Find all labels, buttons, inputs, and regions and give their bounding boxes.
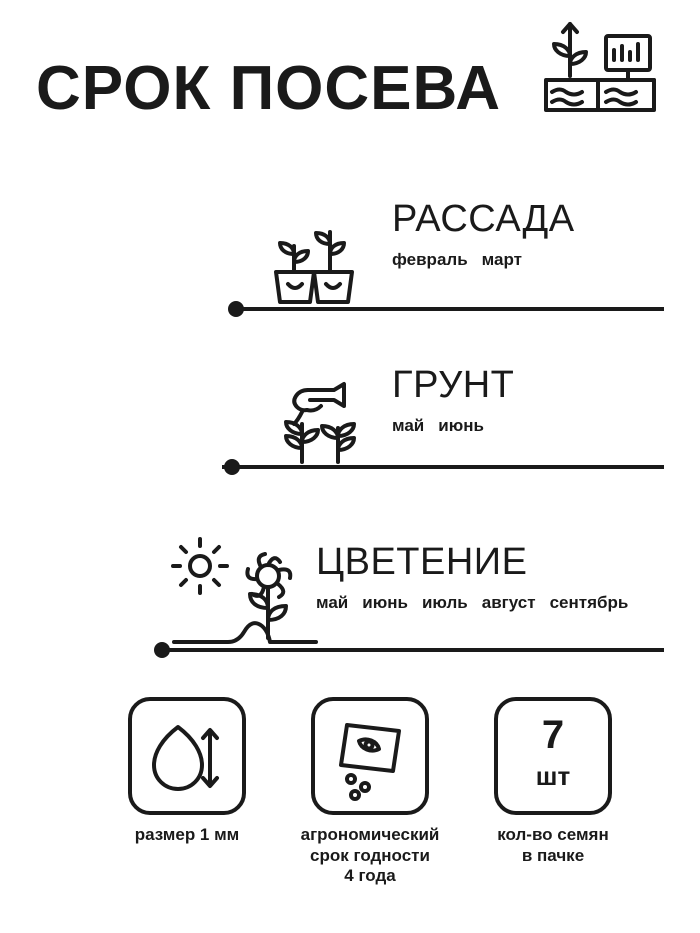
month-chip: март [481,250,522,269]
timeline-rule-flowering [168,648,664,652]
stage-title-flowering: ЦВЕТЕНИЕ [316,541,528,583]
seedling-pots-icon [268,206,376,314]
header [36,52,664,162]
month-chip: февраль [392,250,468,269]
seedling-chart-icon [538,14,658,134]
stage-title-seedling: РАССАДА [392,198,575,240]
shelf-life-caption: агрономический срок годности 4 года [300,825,440,886]
stage-months-ground [392,416,514,436]
stage-months-flowering [316,593,628,613]
stage-months-seedling [392,250,575,270]
month-chip: сентябрь [549,593,629,612]
timeline-dot-seedling [228,301,244,317]
seed-size-caption: размер 1 мм [134,825,240,844]
month-chip: июнь [362,593,408,612]
stage-title-ground: ГРУНТ [392,364,515,406]
month-chip: июнь [438,416,484,435]
stage-ground [392,366,514,436]
month-chip: июль [421,593,468,612]
seed-size-icon [132,701,242,811]
page-title: СРОК ПОСЕВА [36,54,501,123]
seed-size-card-box [128,697,246,815]
seed-count-value: 7 [541,713,565,757]
timeline-rule-seedling [236,307,664,311]
seed-count-caption: кол-во семян в пачке [497,825,609,865]
month-chip: август [481,593,536,612]
stage-seedling [392,200,575,270]
timeline-rule-ground [222,465,664,469]
seed-packet-icon [315,701,425,811]
month-chip: май [392,416,425,435]
sun-flower-icon [168,534,318,654]
seed-count-unit: шт [535,761,571,791]
card-shelf-life [275,697,465,887]
timeline-dot-ground [224,459,240,475]
card-seed-size [112,697,262,846]
month-chip: май [316,593,349,612]
seed-count-card-box [494,697,612,815]
timeline-dot-flowering [154,642,170,658]
card-seed-count [468,697,638,866]
stage-flowering [316,543,628,613]
watering-hand-icon [272,362,382,470]
shelf-life-card-box [311,697,429,815]
